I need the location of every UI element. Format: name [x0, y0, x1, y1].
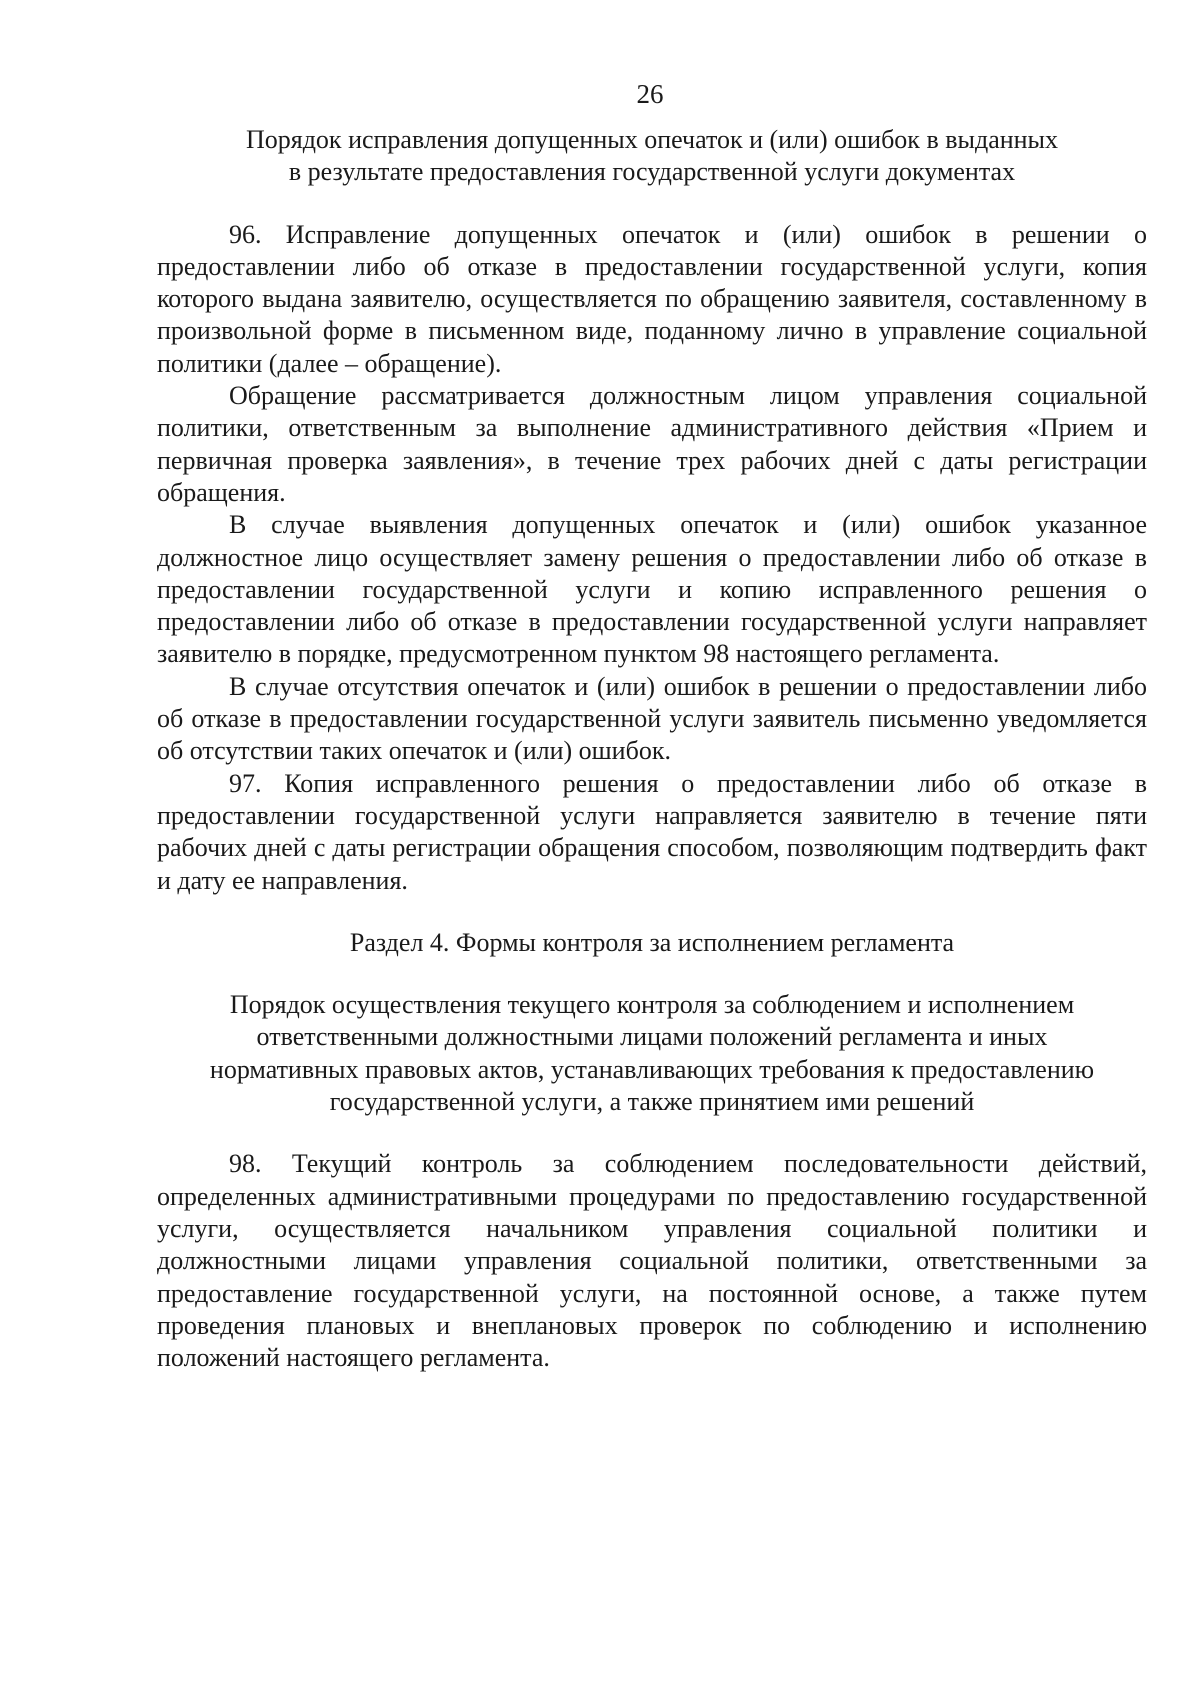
subsection-heading-corrections [157, 124, 1147, 189]
spacer [157, 189, 1147, 219]
subsection-heading-control [157, 989, 1147, 1118]
paragraph-96: 96. Исправление допущенных опечаток и (или) ошибок в решении о предоставлении либо об отказе в предоставлении государственной услуги, копия которого выдана заявителю, осуществляется по обращению заявителя, составленному в произвольной форме в письменном виде, поданному лично в управление социальной политики (далее – обращение). [157, 219, 1147, 378]
section-title: Раздел 4. Формы контроля за исполнением регламента [349, 927, 955, 957]
heading-line: Порядок осуществления текущего контроля за соблюдением и исполнением [229, 990, 1075, 1020]
heading-line: нормативных правовых актов, устанавливающих требования к предоставлению [209, 1054, 1095, 1084]
paragraph-98: 98. Текущий контроль за соблюдением последовательности действий, определенных административными процедурами по предоставлению государственной услуги, осуществляется начальником управления социальной политики и должностными лицами управления социальной политики, ответственными за предоставление государственной услуги, на постоянной основе, а также путем проведения плановых и внеплановых проверок по соблюдению и исполнению положений настоящего регламента. [157, 1149, 1147, 1373]
page-number: 26 [636, 79, 664, 109]
paragraph-review: Обращение рассматривается должностным лицом управления социальной политики, ответственным за выполнение административного действия «Прием и первичная проверка заявления», в течение трех рабочих дней с даты регистрации обращения. [157, 381, 1147, 507]
spacer [157, 959, 1147, 989]
spacer [157, 1118, 1147, 1148]
heading-line: ответственными должностными лицами положений регламента и иных [256, 1022, 1048, 1052]
spacer [157, 897, 1147, 927]
paragraph-errors-found: В случае выявления допущенных опечаток и (или) ошибок указанное должностное лицо осуществляет замену решения о предоставлении либо об отказе в предоставлении государственной услуги и копию исправленного решения о предоставлении либо об отказе в предоставлении государственной услуги направляет заявителю в порядке, предусмотренном пунктом 98 настоящего регламента. [157, 510, 1147, 669]
heading-line: государственной услуги, а также принятием ими решений [329, 1087, 975, 1117]
paragraph-no-errors: В случае отсутствия опечаток и (или) ошибок в решении о предоставлении либо об отказе в предоставлении государственной услуги заявитель письменно уведомляется об отсутствии таких опечаток и (или) ошибок. [157, 671, 1147, 766]
page-content [157, 124, 1147, 1374]
heading-line: Порядок исправления допущенных опечаток и (или) ошибок в выданных [245, 125, 1059, 154]
paragraph-97: 97. Копия исправленного решения о предоставлении либо об отказе в предоставлении государственной услуги направляется заявителю в течение пяти рабочих дней с даты регистрации обращения способом, позволяющим подтвердить факт и дату ее направления. [157, 768, 1147, 895]
heading-line: в результате предоставления государственной услуги документах [288, 157, 1016, 187]
